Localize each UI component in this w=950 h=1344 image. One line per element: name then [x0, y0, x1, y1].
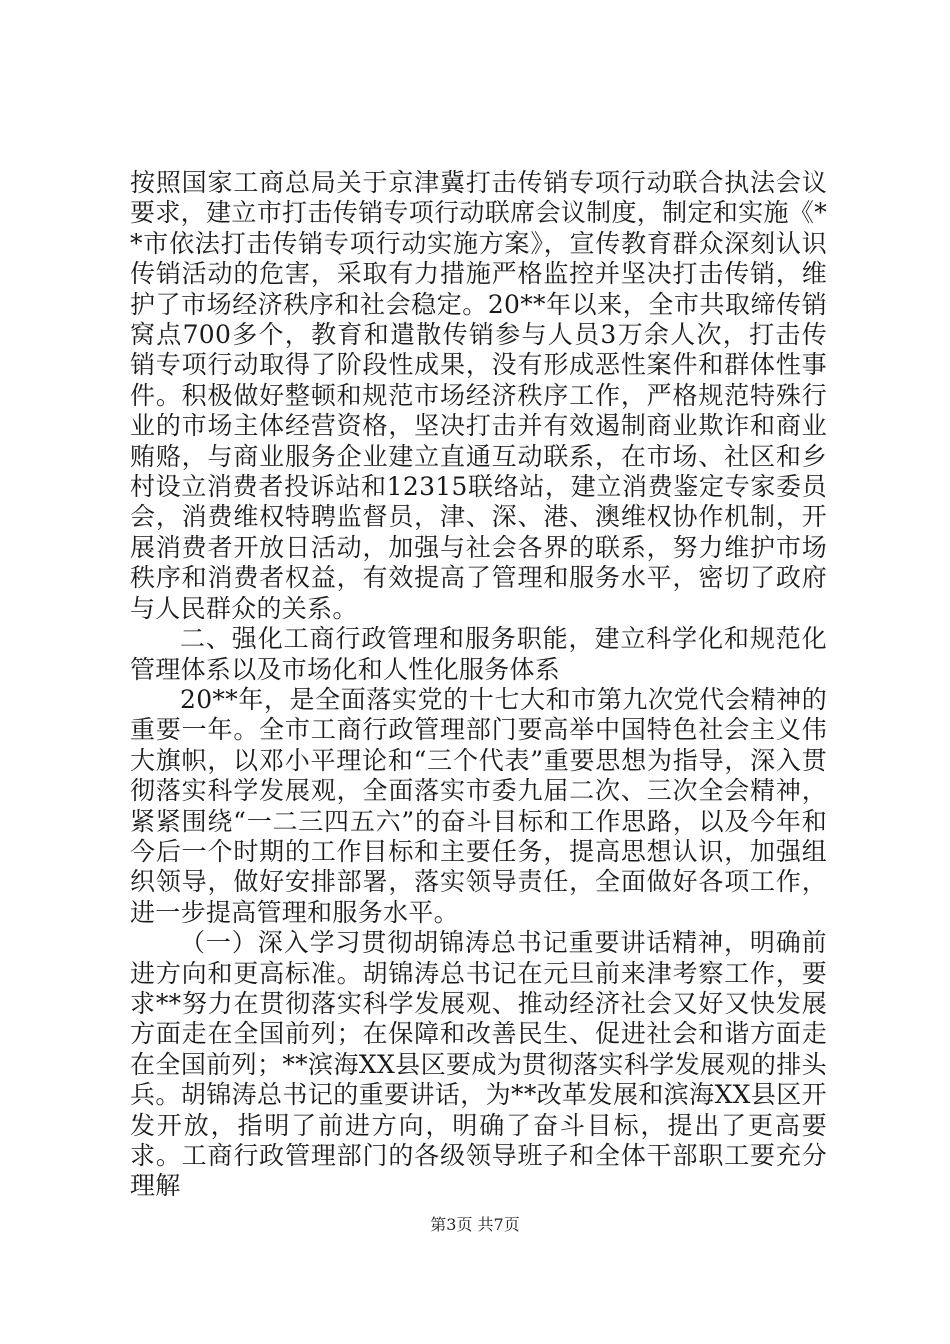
section-heading: 二、强化工商行政管理和服务职能，建立科学化和规范化管理体系以及市场化和人性化服务体系: [130, 624, 827, 684]
paragraph-4: （一）深入学习贯彻胡锦涛总书记重要讲话精神，明确前进方向和更高标准。胡锦涛总书记在元旦前来津考察工作，要求**努力在贯彻落实科学发展观、推动经济社会又好又快发展方面走在全国前列；在保障和改善民生、促进社会和谐方面走在全国前列；**滨海XX县区要成为贯彻落实科学发展观的排头兵。胡锦涛总书记的重要讲话，为**改革发展和滨海XX县区开发开放，指明了前进方向，明确了奋斗目标，提出了更高要求。工商行政管理部门的各级领导班子和全体干部职工要充分理解: [130, 928, 827, 1201]
paragraph-1: 按照国家工商总局关于京津冀打击传销专项行动联合执法会议要求，建立市打击传销专项行动联席会议制度，制定和实施《**市依法打击传销专项行动实施方案》，宣传教育群众深刻认识传销活动的危害，采取有力措施严格监控并坚决打击传销，维护了市场经济秩序和社会稳定。20**年以来，全市共取缔传销窝点700多个，教育和遣散传销参与人员3万余人次，打击传销专项行动取得了阶段性成果，没有形成恶性案件和群体性事件。积极做好整顿和规范市场经济秩序工作，严格规范特殊行业的市场主体经营资格，坚决打击并有效遏制商业欺诈和商业贿赂，与商业服务企业建立直通互动联系，在市场、社区和乡村设立消费者投诉站和12315联络站，建立消费鉴定专家委员会，消费维权特聘监督员，津、深、港、澳维权协作机制，开展消费者开放日活动，加强与社会各界的联系，努力维护市场秩序和消费者权益，有效提高了管理和服务水平，密切了政府与人民群众的关系。: [130, 168, 827, 623]
page-number-footer: 第3页 共7页: [430, 1215, 520, 1234]
document-body: [130, 168, 827, 1202]
paragraph-3: 20**年，是全面落实党的十七大和市第九次党代会精神的重要一年。全市工商行政管理部门要高举中国特色社会主义伟大旗帜，以邓小平理论和“三个代表”重要思想为指导，深入贯彻落实科学发展观，全面落实市委九届二次、三次全会精神，紧紧围绕“一二三四五六”的奋斗目标和工作思路，以及今年和今后一个时期的工作目标和主要任务，提高思想认识，加强组织领导，做好安排部署，落实领导责任，全面做好各项工作，进一步提高管理和服务水平。: [130, 684, 827, 927]
